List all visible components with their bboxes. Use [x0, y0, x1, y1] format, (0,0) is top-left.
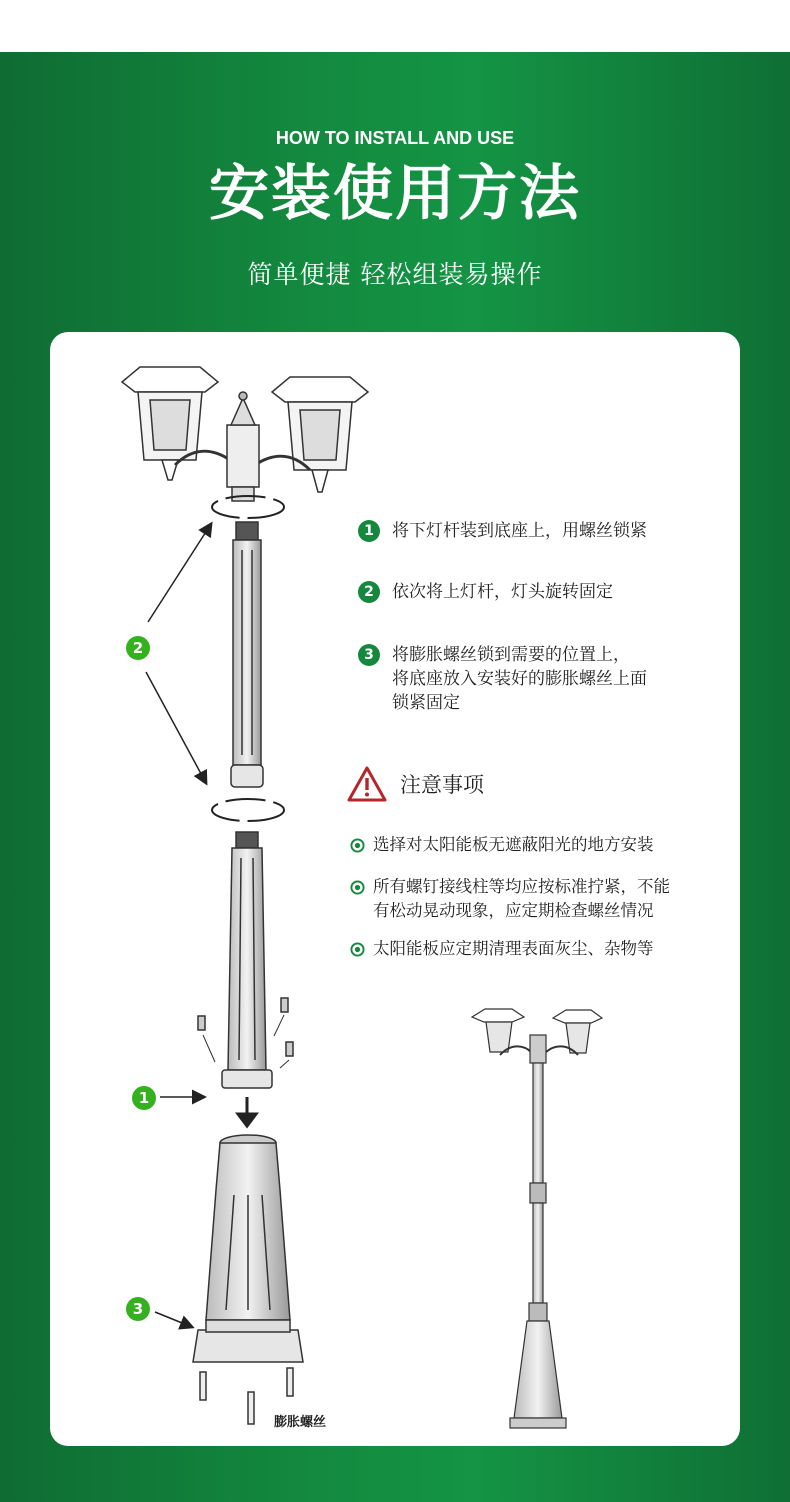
diagram-badge-1: 1 [132, 1086, 156, 1110]
circle-dot-icon [350, 880, 365, 895]
lower-pole [222, 832, 272, 1088]
tip-text: 所有螺钉接线柱等均应按标准拧紧，不能 有松动晃动现象，应定期检查螺丝情况 [373, 877, 670, 920]
lamp-base [193, 1135, 303, 1362]
english-title: HOW TO INSTALL AND USE [275, 128, 515, 148]
step-number: 2 [358, 581, 380, 603]
notice-title: 注意事项 [400, 773, 484, 797]
notice-tip-1 [350, 833, 654, 857]
assembled-lamp-illustration [472, 1009, 602, 1428]
upper-pole [231, 522, 263, 787]
circle-dot-icon [350, 942, 365, 957]
step-1 [358, 519, 647, 543]
warning-triangle-icon [346, 765, 388, 803]
anchor-bolt-label: 膨胀螺丝 [274, 1415, 327, 1430]
tip-text: 太阳能板应定期清理表面灰尘、杂物等 [373, 939, 654, 958]
notice-header [346, 765, 484, 803]
step-2 [358, 580, 613, 604]
circle-dot-icon [350, 838, 365, 853]
step-text: 将膨胀螺丝锁到需要的位置上， 将底座放入安装好的膨胀螺丝上面 锁紧固定 [392, 645, 647, 713]
lamp-head-assembly [122, 367, 368, 501]
tip-text: 选择对太阳能板无遮蔽阳光的地方安装 [373, 835, 654, 854]
notice-tip-3 [350, 937, 654, 961]
page-title: 安装使用方法 [209, 159, 581, 229]
down-arrow-icon [238, 1097, 256, 1126]
page-subtitle: 简单便捷 轻松组装易操作 [247, 260, 543, 289]
diagram-badge-2: 2 [126, 636, 150, 660]
step-text: 依次将上灯杆，灯头旋转固定 [392, 582, 613, 602]
step-3 [358, 643, 647, 715]
step-text: 将下灯杆装到底座上，用螺丝锁紧 [392, 521, 647, 541]
diagram-badge-3: 3 [126, 1297, 150, 1321]
step-number: 1 [358, 520, 380, 542]
notice-tip-2 [350, 875, 670, 923]
step-number: 3 [358, 644, 380, 666]
